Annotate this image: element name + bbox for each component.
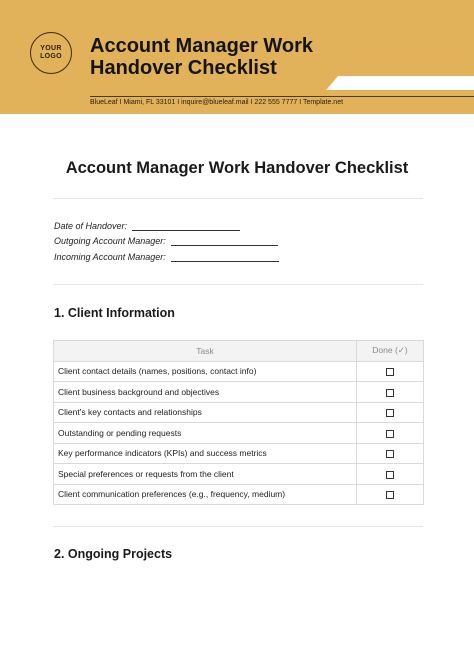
- checkbox[interactable]: [386, 430, 394, 438]
- document-title: Account Manager Work Handover Checklist: [65, 159, 409, 177]
- done-cell[interactable]: [357, 464, 424, 485]
- checkbox[interactable]: [386, 491, 394, 499]
- task-cell: Client contact details (names, positions, contact info): [54, 361, 357, 382]
- checkbox[interactable]: [386, 368, 394, 376]
- checkbox[interactable]: [386, 471, 394, 479]
- done-cell[interactable]: [357, 402, 424, 423]
- table-row: [54, 361, 424, 382]
- divider: [53, 198, 423, 199]
- column-header-task: Task: [54, 341, 357, 362]
- logo-placeholder: [30, 32, 72, 74]
- table-row: [54, 464, 424, 485]
- incoming-manager-field: [54, 252, 279, 262]
- date-of-handover-input-line[interactable]: [132, 221, 240, 231]
- field-label: Outgoing Account Manager:: [54, 236, 166, 246]
- task-cell: Key performance indicators (KPIs) and success metrics: [54, 443, 357, 464]
- letterhead-divider: [90, 96, 474, 97]
- task-cell: Outstanding or pending requests: [54, 423, 357, 444]
- done-cell[interactable]: [357, 361, 424, 382]
- decorative-stripe: [326, 76, 474, 90]
- task-cell: Client's key contacts and relationships: [54, 402, 357, 423]
- incoming-manager-input-line[interactable]: [171, 252, 279, 262]
- logo-text-line2: LOGO: [40, 53, 62, 60]
- checkbox[interactable]: [386, 450, 394, 458]
- divider: [53, 526, 423, 527]
- outgoing-manager-input-line[interactable]: [171, 236, 278, 246]
- field-label: Date of Handover:: [54, 221, 128, 231]
- done-cell[interactable]: [357, 382, 424, 403]
- divider: [53, 284, 423, 285]
- task-cell: Special preferences or requests from the client: [54, 464, 357, 485]
- task-cell: Client communication preferences (e.g., frequency, medium): [54, 484, 357, 505]
- task-cell: Client business background and objectives: [54, 382, 357, 403]
- client-information-checklist-table: [53, 340, 424, 505]
- letterhead-title: Account Manager Work Handover Checklist: [90, 35, 313, 79]
- date-of-handover-field: [54, 221, 240, 231]
- section-heading-client-information: 1. Client Information: [54, 306, 175, 320]
- done-cell[interactable]: [357, 423, 424, 444]
- table-row: [54, 402, 424, 423]
- letterhead: [0, 0, 474, 114]
- done-cell[interactable]: [357, 443, 424, 464]
- section-heading-ongoing-projects: 2. Ongoing Projects: [54, 547, 173, 561]
- table-header-row: [54, 341, 424, 362]
- table-row: [54, 382, 424, 403]
- logo-text-line1: YOUR: [40, 44, 62, 52]
- done-cell[interactable]: [357, 484, 424, 505]
- table-row: [54, 484, 424, 505]
- checkbox[interactable]: [386, 389, 394, 397]
- table-row: [54, 423, 424, 444]
- field-label: Incoming Account Manager:: [54, 252, 166, 262]
- company-contact-line: BlueLeaf I Miami, FL 33101 I inquire@blueleaf.mail I 222 555 7777 I Template.net: [90, 99, 344, 106]
- checkbox[interactable]: [386, 409, 394, 417]
- outgoing-manager-field: [54, 236, 278, 246]
- table-row: [54, 443, 424, 464]
- column-header-done: Done (✓): [357, 341, 424, 362]
